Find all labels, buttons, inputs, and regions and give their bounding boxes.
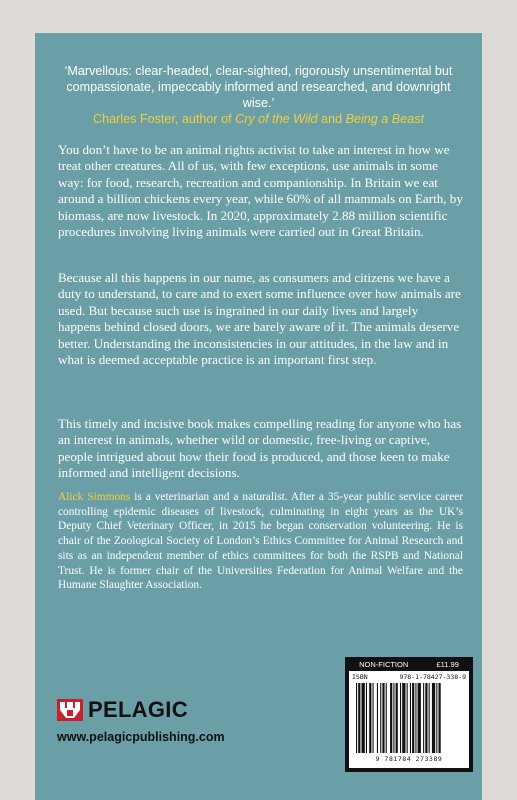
- barcode-stripe: [373, 683, 374, 753]
- blurb-paragraph-3: This timely and incisive book makes compelling reading for anyone who has an interest in animals, whether wild or domestic, free-living or captive, people intrigued about how their food is produced, and those keen to make informed and intelligent decisions.: [58, 416, 462, 481]
- barcode-stripe: [386, 683, 387, 753]
- barcode-bars: [352, 683, 466, 755]
- publisher-logo: [57, 697, 188, 723]
- book-back-cover: [35, 33, 482, 800]
- publisher-name: PELAGIC: [88, 697, 188, 722]
- blurb-paragraph-2: Because all this happens in our name, as consumers and citizens we have a duty to understand, to care and to exert some influence over how animals are used. But because such use is ingrained in our daily lives and largely happens behind closed doors, we are barely aware of it. The animals deserve better. Understanding the inconsistencies in our attitudes, in the law and in what is deemed acceptable practice is an important first step.: [58, 270, 461, 368]
- book-title-1: Cry of the Wild: [235, 112, 318, 126]
- barcode-stripe: [390, 683, 392, 753]
- author-bio-text: is a veterinarian and a naturalist. After a 35-year public service career controlling epidemic diseases of livestock, culminating in eight years as the UK’s Deputy Chief Veterinary Officer, in 2015 he began conservation volunteering. He is chair of the Zoological Society of London’s Ethics Committee for Animal Research and sits as an independent member of ethics committees for both the RSPB and National Trust. He is former chair of the Universities Federation for Animal Welfare and the Humane Slaughter Association.: [58, 491, 463, 592]
- barcode-stripe: [362, 683, 365, 753]
- barcode-stripe: [423, 683, 424, 753]
- barcode-stripe: [439, 683, 441, 753]
- quote-attribution: [55, 111, 462, 127]
- author-name: Alick Simmons: [58, 491, 131, 503]
- barcode-stripe: [369, 683, 371, 753]
- isbn-line: [352, 673, 466, 681]
- barcode-stripe: [425, 683, 427, 753]
- barcode-area: [349, 671, 469, 768]
- barcode-header: [345, 657, 473, 671]
- barcode-stripe: [382, 683, 384, 753]
- barcode-stripe: [393, 683, 394, 753]
- barcode-stripe: [356, 683, 357, 753]
- book-title-2: Being a Beast: [345, 112, 424, 126]
- barcode-stripe: [396, 683, 398, 753]
- barcode-stripe: [407, 683, 408, 753]
- barcode-stripe: [436, 683, 437, 753]
- barcode-stripe: [418, 683, 421, 753]
- endorsement-quote: [55, 63, 462, 127]
- barcode-stripe: [377, 683, 378, 753]
- barcode-stripe: [402, 683, 405, 753]
- barcode-stripe: [410, 683, 411, 753]
- barcode-stripe: [415, 683, 416, 753]
- price-label: £11.99: [436, 659, 459, 669]
- isbn-number: 978-1-78427-338-9: [399, 673, 466, 681]
- category-label: NON-FICTION: [359, 659, 409, 669]
- barcode-stripe: [380, 683, 381, 753]
- isbn-label: ISBN: [352, 673, 368, 681]
- barcode-stripe: [400, 683, 401, 753]
- ean-number: 9 781784 273389: [375, 755, 443, 763]
- quote-text: ‘Marvellous: clear-headed, clear-sighted, rigorously unsentimental but compassionate, impeccably informed and researched, and downright wise.’: [64, 64, 453, 110]
- barcode-stripe: [432, 683, 435, 753]
- barcode-stripe: [366, 683, 367, 753]
- author-bio: [58, 490, 463, 593]
- attribution-and: and: [317, 112, 346, 126]
- barcode-panel: [345, 657, 473, 772]
- attribution-prefix: Charles Foster, author of: [92, 112, 236, 126]
- barcode-stripe: [412, 683, 414, 753]
- barcode-stripe: [358, 683, 360, 753]
- blurb-paragraph-1: You don’t have to be an animal rights activist to take an interest in how we treat other creatures. All of us, with few exceptions, use animals in some way: for food, research, recreation and companionship. In Britain we eat around a billion chickens every year, while 60% of all mammals on Earth, by biomass, are now livestock. In 2020, approximately 2.88 million scientific procedures involving living animals were carried out in Great Britain.: [58, 142, 463, 240]
- barcode-stripe: [429, 683, 430, 753]
- publisher-url: www.pelagicpublishing.com: [57, 730, 225, 744]
- pelagic-logo-icon: [57, 699, 83, 721]
